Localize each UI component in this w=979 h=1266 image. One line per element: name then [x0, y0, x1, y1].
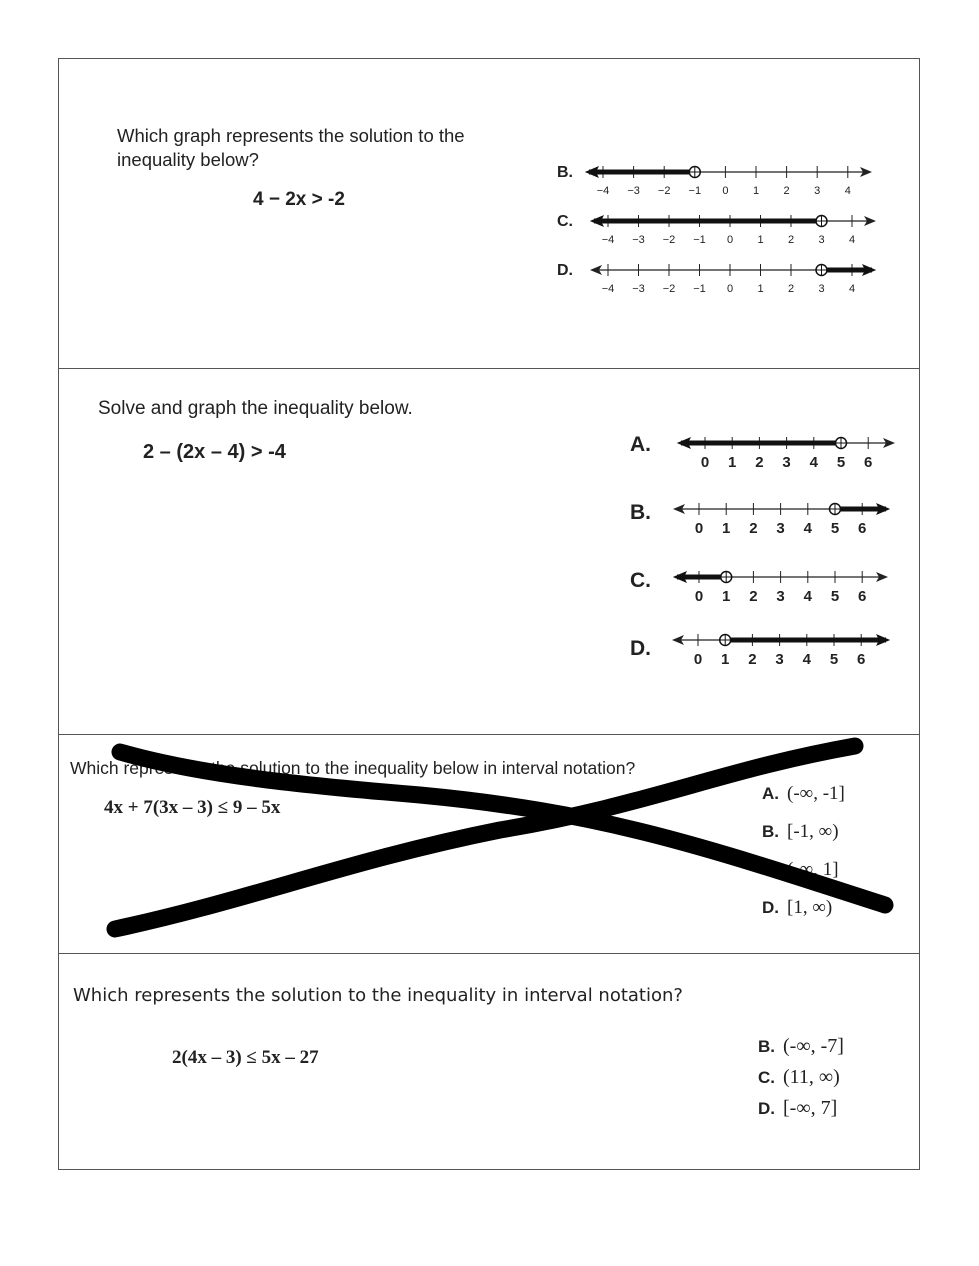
q2-option-label[interactable]: B. — [630, 501, 651, 524]
q3-prompt: Which represents the solution to the inequality below in interval notation? — [70, 758, 636, 778]
tick-label: 4 — [844, 185, 851, 197]
tick-label: 5 — [830, 588, 840, 605]
tick-label: −3 — [632, 283, 645, 295]
tick-label: 3 — [775, 651, 784, 668]
q1-inequality: 4 − 2x > -2 — [253, 189, 345, 210]
tick-label: 2 — [749, 520, 758, 537]
option-label: B. — [762, 822, 779, 841]
q2-option-label[interactable]: D. — [630, 637, 651, 660]
q2-option-label[interactable]: C. — [630, 569, 651, 592]
q1-option-label[interactable]: D. — [557, 262, 573, 279]
option-label: D. — [762, 898, 779, 917]
q3-option-a[interactable] — [762, 783, 845, 805]
tick-label: 4 — [803, 588, 812, 605]
tick-label: 0 — [722, 185, 729, 197]
tick-label: −2 — [657, 185, 671, 197]
q2-option-label[interactable]: A. — [630, 433, 651, 456]
tick-label: 4 — [803, 520, 812, 537]
option-value: [1, ∞) — [787, 897, 833, 918]
q2-prompt: Solve and graph the inequality below. — [98, 398, 413, 419]
tick-label: 6 — [858, 520, 867, 537]
tick-label: 2 — [748, 651, 757, 668]
option-value: [-1, ∞) — [787, 821, 839, 842]
tick-label: 1 — [722, 588, 731, 605]
q3-option-b[interactable] — [762, 821, 839, 843]
tick-label: −2 — [662, 283, 676, 295]
divider — [58, 368, 920, 369]
tick-label: 0 — [726, 283, 734, 295]
tick-label: −2 — [662, 234, 676, 246]
q4-inequality: 2(4x – 3) ≤ 5x – 27 — [172, 1047, 319, 1068]
tick-label: 4 — [848, 234, 856, 246]
tick-label: 1 — [757, 234, 764, 246]
tick-label: 4 — [809, 454, 818, 471]
q1-option-label[interactable]: B. — [557, 164, 573, 181]
option-value: (-∞, -1] — [787, 783, 845, 804]
tick-label: 1 — [728, 454, 737, 471]
tick-label: 4 — [848, 283, 856, 295]
q3-option-c[interactable] — [762, 859, 839, 881]
divider — [58, 953, 920, 954]
tick-label: 1 — [757, 283, 764, 295]
tick-label: −1 — [693, 234, 706, 246]
tick-label: 6 — [864, 454, 873, 471]
q3-option-d[interactable] — [762, 897, 832, 919]
q1-option-label[interactable]: C. — [557, 213, 573, 230]
tick-label: 1 — [722, 520, 731, 537]
tick-label: −4 — [601, 234, 615, 246]
option-label: B. — [758, 1037, 775, 1056]
q2-inequality: 2 – (2x – 4) > -4 — [143, 441, 286, 463]
tick-label: 2 — [783, 185, 790, 197]
q4-option-d[interactable] — [758, 1097, 837, 1120]
tick-label: 2 — [755, 454, 764, 471]
tick-label: −4 — [601, 283, 615, 295]
tick-label: 4 — [802, 651, 811, 668]
tick-label: 0 — [693, 651, 703, 668]
tick-label: −1 — [688, 185, 702, 197]
tick-label: 1 — [752, 185, 760, 197]
tick-label: 0 — [700, 454, 710, 471]
tick-label: 1 — [721, 651, 730, 668]
tick-label: −1 — [693, 283, 706, 295]
option-value: (-∞, -7] — [783, 1035, 844, 1057]
tick-label: 5 — [836, 454, 846, 471]
q4-option-b[interactable] — [758, 1035, 844, 1058]
tick-label: 3 — [776, 588, 785, 605]
q3-inequality: 4x + 7(3x – 3) ≤ 9 – 5x — [104, 797, 281, 818]
q4-prompt: Which represents the solution to the inequality in interval notation? — [73, 985, 683, 1006]
tick-label: 6 — [858, 588, 867, 605]
tick-label: 0 — [726, 234, 734, 246]
tick-label: −3 — [632, 234, 645, 246]
option-label: C. — [758, 1068, 775, 1087]
tick-label: 5 — [830, 520, 840, 537]
tick-label: 3 — [814, 185, 821, 197]
tick-label: −4 — [596, 185, 610, 197]
tick-label: 3 — [782, 454, 791, 471]
q4-option-c[interactable] — [758, 1066, 840, 1089]
tick-label: 2 — [787, 234, 795, 246]
option-label: C. — [762, 860, 779, 879]
tick-label: −3 — [627, 185, 640, 197]
tick-label: 6 — [857, 651, 866, 668]
q1-prompt-2: inequality below? — [117, 149, 259, 170]
option-label: A. — [762, 784, 779, 803]
q1-prompt: Which graph represents the solution to the — [117, 125, 465, 146]
option-value: (-∞, 1] — [787, 859, 839, 880]
divider — [58, 734, 920, 735]
tick-label: 3 — [776, 520, 785, 537]
tick-label: 0 — [694, 520, 704, 537]
tick-label: 0 — [694, 588, 704, 605]
option-label: D. — [758, 1099, 775, 1118]
tick-label: 3 — [818, 234, 825, 246]
option-value: (11, ∞) — [783, 1066, 840, 1088]
tick-label: 2 — [787, 283, 795, 295]
tick-label: 5 — [829, 651, 839, 668]
tick-label: 2 — [749, 588, 758, 605]
tick-label: 3 — [818, 283, 825, 295]
option-value: [-∞, 7] — [783, 1097, 838, 1119]
